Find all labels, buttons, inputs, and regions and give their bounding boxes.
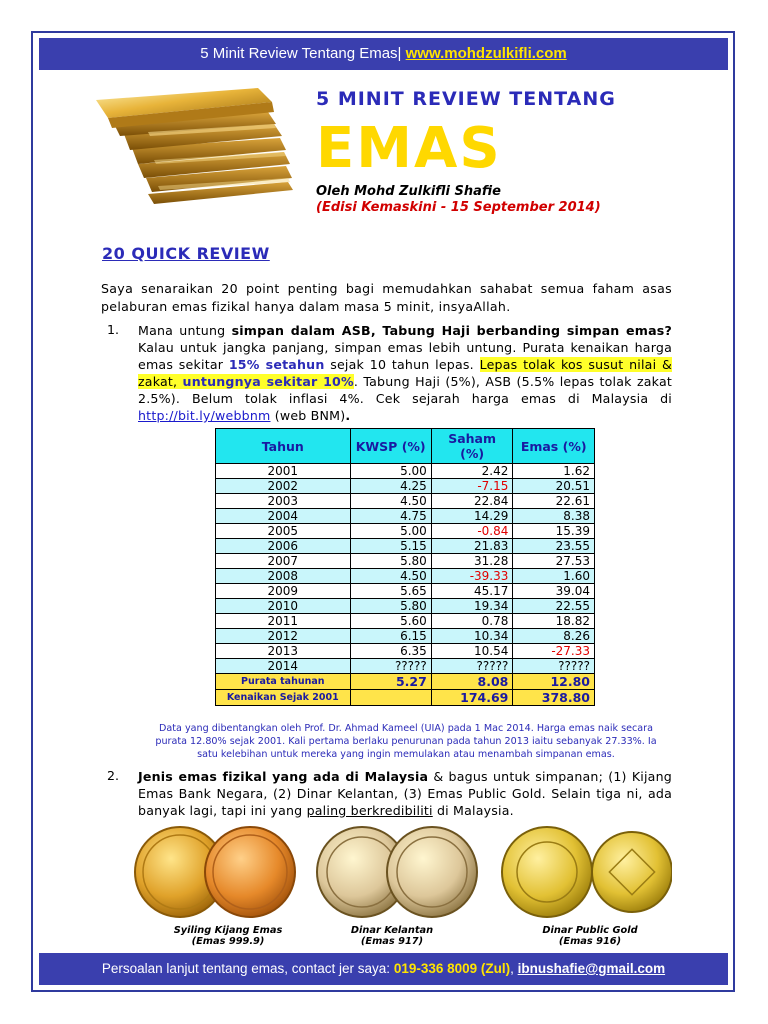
- footer-email-link[interactable]: ibnushafie@gmail.com: [517, 961, 666, 976]
- table-row-since-2001: [216, 690, 595, 706]
- table-cell: 5.80: [350, 599, 431, 614]
- bnm-link[interactable]: http://bit.ly/webbnm: [138, 408, 271, 423]
- item-number: 1.: [107, 322, 120, 337]
- data-source-note: Data yang dibentangkan oleh Prof. Dr. Ahmad Kameel (UIA) pada 1 Mac 2014. Harga emas naik secara purata 12.80% sejak 2001. Kali pertama berlaku penurunan pada tahun 2013 iaitu sebanyak 27.33%. Ia satu kelebihan untuk mereka yang ingin memulakan atau menambah simpanan emas.: [155, 723, 657, 760]
- table-cell: 2002: [216, 479, 351, 494]
- table-cell: 19.34: [431, 599, 513, 614]
- table-cell: 4.50: [350, 494, 431, 509]
- footer-bar: [39, 953, 728, 985]
- table-header: KWSP (%): [350, 429, 431, 464]
- table-cell: 27.53: [513, 554, 595, 569]
- table-header: Saham (%): [431, 429, 513, 464]
- item-2-text: & bagus untuk simpanan; (1) Kijang Emas Bank Negara, (2) Dinar Kelantan, (3) Emas Public Gold. Selain tiga ni, ada banyak lagi, tapi ini yang: [138, 769, 672, 818]
- coin-caption-kijang: [158, 925, 298, 947]
- item-1-text: sejak 10 tahun lepas.: [324, 357, 480, 372]
- footer-text: Persoalan lanjut tentang emas, contact jer saya:: [101, 961, 394, 976]
- table-cell: 2013: [216, 644, 351, 659]
- coin-purity: (Emas 916): [558, 936, 622, 947]
- item-1-question: simpan dalam ASB, Tabung Haji berbanding simpan emas?: [231, 323, 672, 338]
- title-subtitle: 5 MINIT REVIEW TENTANG: [316, 88, 616, 110]
- item-number: 2.: [107, 768, 120, 783]
- table-cell: ?????: [513, 659, 595, 674]
- table-cell: ?????: [431, 659, 513, 674]
- table-cell: 0.78: [431, 614, 513, 629]
- coin-name: Syiling Kijang Emas: [173, 925, 283, 936]
- table-cell: 22.55: [513, 599, 595, 614]
- table-cell: 2014: [216, 659, 351, 674]
- section-heading: 20 QUICK REVIEW: [102, 244, 270, 263]
- table-cell: 4.50: [350, 569, 431, 584]
- item-1-highlight-rate: 15% setahun: [228, 357, 325, 372]
- table-row: [216, 509, 595, 524]
- gold-bars-image: [88, 82, 298, 210]
- table-cell: 5.00: [350, 464, 431, 479]
- table-cell: 2011: [216, 614, 351, 629]
- table-row: [216, 464, 595, 479]
- item-1-highlight: Lepas tolak kos susut nilai & zakat,: [138, 357, 672, 389]
- table-cell: 5.15: [350, 539, 431, 554]
- table-row: [216, 644, 595, 659]
- header-bar: [39, 38, 728, 70]
- table-cell: 5.60: [350, 614, 431, 629]
- table-cell: 18.82: [513, 614, 595, 629]
- item-1-text: Kalau untuk jangka panjang, simpan emas lebih untung. Purata kenaikan harga emas sekitar: [138, 340, 672, 372]
- table-cell: 2.42: [431, 464, 513, 479]
- table-cell: ?????: [350, 659, 431, 674]
- table-cell: 5.00: [350, 524, 431, 539]
- table-row: [216, 479, 595, 494]
- coin-caption-kelantan: [322, 925, 462, 947]
- table-footer-value: 378.80: [513, 690, 595, 706]
- table-cell: -7.15: [431, 479, 513, 494]
- title-main: EMAS: [316, 116, 502, 181]
- table-cell: 22.84: [431, 494, 513, 509]
- header-url-link[interactable]: www.mohdzulkifli.com: [405, 45, 567, 62]
- edition-line: (Edisi Kemaskini - 15 September 2014): [316, 200, 601, 215]
- table-cell: 45.17: [431, 584, 513, 599]
- item-1-text: .: [345, 408, 351, 423]
- intro-paragraph: Saya senaraikan 20 point penting bagi memudahkan sahabat semua faham asas pelaburan emas fizikal hanya dalam masa 5 minit, insyaAllah.: [101, 281, 672, 314]
- author-line: Oleh Mohd Zulkifli Shafie: [316, 184, 501, 199]
- table-cell: 15.39: [513, 524, 595, 539]
- table-header: Emas (%): [513, 429, 595, 464]
- table-cell: 1.60: [513, 569, 595, 584]
- table-cell: 23.55: [513, 539, 595, 554]
- table-cell: 22.61: [513, 494, 595, 509]
- item-2-underline: paling berkredibiliti: [306, 803, 433, 818]
- table-cell: 8.26: [513, 629, 595, 644]
- table-cell: 2004: [216, 509, 351, 524]
- footer-phone: 019-336 8009 (Zul): [393, 961, 511, 976]
- table-cell: 2006: [216, 539, 351, 554]
- table-cell: 6.15: [350, 629, 431, 644]
- table-cell: 2003: [216, 494, 351, 509]
- item-1-paragraph: [138, 322, 672, 424]
- table-row: [216, 599, 595, 614]
- table-cell: 2009: [216, 584, 351, 599]
- table-cell: 6.35: [350, 644, 431, 659]
- table-row: [216, 584, 595, 599]
- item-1-text: . Tabung Haji (5%), ASB (5.5% lepas tolak zakat 2.5%). Belum tolak inflasi 4%. Cek sejarah harga emas di Malaysia di: [138, 374, 672, 406]
- table-cell: 2010: [216, 599, 351, 614]
- coin-purity: (Emas 999.9): [191, 936, 265, 947]
- table-cell: 20.51: [513, 479, 595, 494]
- table-cell: 2005: [216, 524, 351, 539]
- table-footer-value: 8.08: [431, 674, 513, 690]
- table-cell: 2012: [216, 629, 351, 644]
- header-title: 5 Minit Review Tentang Emas|: [200, 45, 406, 62]
- table-footer-value: 12.80: [513, 674, 595, 690]
- coin-name: Dinar Kelantan: [350, 925, 434, 936]
- table-cell: 21.83: [431, 539, 513, 554]
- table-cell: 2008: [216, 569, 351, 584]
- table-row: [216, 659, 595, 674]
- table-row: [216, 524, 595, 539]
- item-1-highlight-profit: untungnya sekitar 10%: [182, 374, 354, 389]
- table-cell: -27.33: [513, 644, 595, 659]
- table-cell: 5.65: [350, 584, 431, 599]
- table-cell: 8.38: [513, 509, 595, 524]
- table-cell: 10.34: [431, 629, 513, 644]
- table-cell: 4.75: [350, 509, 431, 524]
- table-footer-value: 174.69: [431, 690, 513, 706]
- table-cell: 5.80: [350, 554, 431, 569]
- item-2-heading: Jenis emas fizikal yang ada di Malaysia: [138, 769, 429, 784]
- item-1-text: Mana untung: [138, 323, 232, 338]
- table-row: [216, 569, 595, 584]
- item-1-text: (web BNM): [270, 408, 346, 423]
- table-footer-value: [350, 690, 431, 706]
- table-cell: -39.33: [431, 569, 513, 584]
- table-cell: 4.25: [350, 479, 431, 494]
- table-cell: 14.29: [431, 509, 513, 524]
- coin-caption-public-gold: [520, 925, 660, 947]
- table-cell: 2007: [216, 554, 351, 569]
- item-2-text: di Malaysia.: [432, 803, 514, 818]
- table-footer-value: 5.27: [350, 674, 431, 690]
- coin-name: Dinar Public Gold: [542, 925, 638, 936]
- table-cell: 1.62: [513, 464, 595, 479]
- table-cell: 10.54: [431, 644, 513, 659]
- gold-coins-image: [132, 822, 672, 922]
- table-row: [216, 494, 595, 509]
- table-footer-label: Purata tahunan: [216, 674, 351, 690]
- coin-purity: (Emas 917): [360, 936, 424, 947]
- returns-table: [215, 428, 595, 706]
- table-row: [216, 614, 595, 629]
- item-2-paragraph: [138, 768, 672, 819]
- table-cell: 2001: [216, 464, 351, 479]
- table-row-average: [216, 674, 595, 690]
- table-row: [216, 554, 595, 569]
- table-cell: -0.84: [431, 524, 513, 539]
- table-cell: 39.04: [513, 584, 595, 599]
- table-row: [216, 539, 595, 554]
- table-cell: 31.28: [431, 554, 513, 569]
- table-row: [216, 629, 595, 644]
- table-footer-label: Kenaikan Sejak 2001: [216, 690, 351, 706]
- table-header: Tahun: [216, 429, 351, 464]
- footer-separator: ,: [510, 961, 518, 976]
